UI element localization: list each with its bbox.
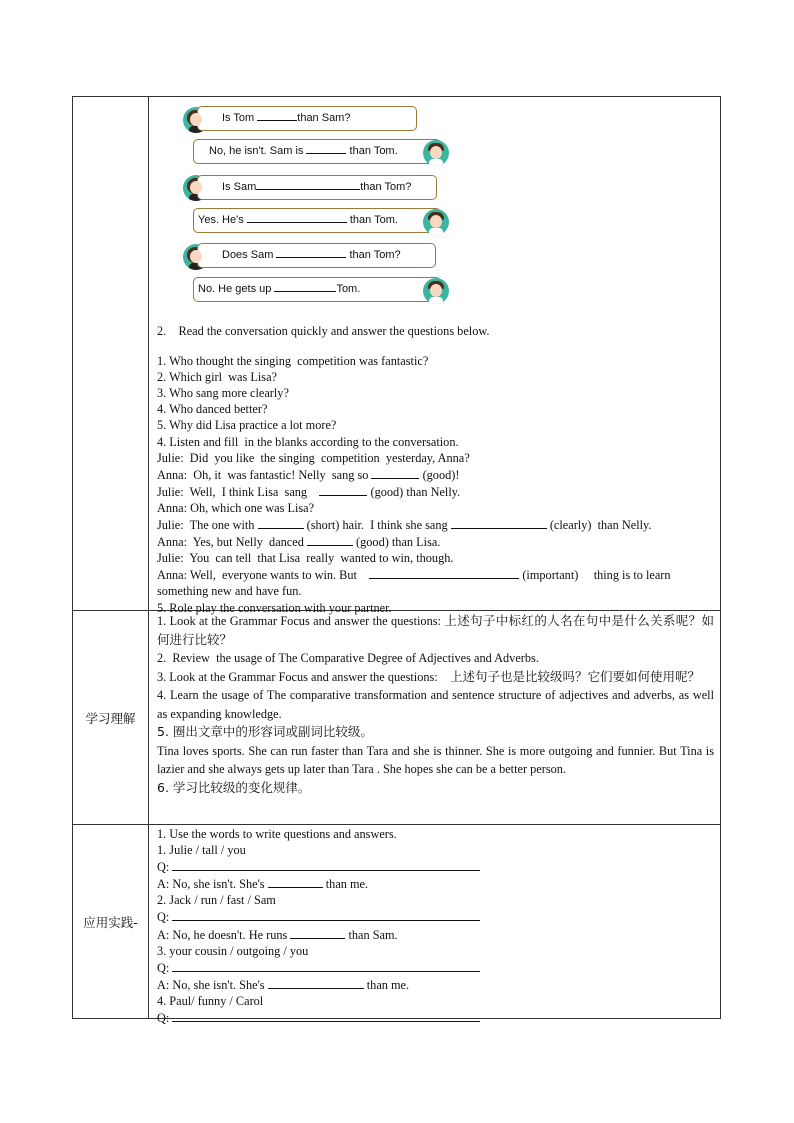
bubble-text: Does Sam: [222, 249, 274, 261]
answer-blank[interactable]: [172, 1009, 480, 1022]
bubble-text: than Tom?: [349, 249, 401, 261]
line-text: Anna: Oh, it was fantastic! Nelly sang so: [157, 467, 369, 482]
line-text: than Sam.: [348, 927, 398, 942]
task-item: 6. 学习比较级的变化规律。: [157, 779, 311, 795]
question: 1. Who thought the singing competition was fantastic?: [157, 354, 429, 369]
row-label: 应用实践-: [73, 825, 149, 1018]
speech-bubble: [197, 243, 436, 268]
answer-line: [157, 875, 714, 892]
task-item: [157, 668, 714, 687]
line-text: than me.: [325, 877, 369, 892]
question: 4. Who danced better?: [157, 402, 268, 417]
blank[interactable]: [307, 533, 353, 546]
item-text: 1. Look at the Grammar Focus and answer the questions:: [157, 614, 441, 628]
bubble-text: Tom.: [336, 283, 361, 295]
bubble-text: than Sam?: [297, 112, 351, 124]
answer-blank[interactable]: [172, 858, 480, 871]
conversation-line: something new and have fun.: [157, 584, 302, 599]
blank[interactable]: [256, 177, 360, 190]
task-item: [157, 612, 714, 649]
line-text: Anna: Well, everyone wants to win. But: [157, 568, 357, 583]
line-text: Julie: Well, I think Lisa sang: [157, 484, 308, 499]
q-label: Q:: [157, 1011, 170, 1026]
q-label: Q:: [157, 960, 170, 975]
conversation-line: Julie: Did you like the singing competition yesterday, Anna?: [157, 450, 470, 465]
answer-line: [157, 926, 714, 943]
answer-blank[interactable]: [172, 908, 480, 921]
speech-bubble: [193, 277, 441, 302]
speech-bubble: [193, 139, 441, 164]
understanding-cell: [149, 611, 720, 824]
blank[interactable]: [319, 483, 367, 496]
boy-avatar-icon: [423, 278, 449, 304]
bubble-text: No, he isn't. Sam is: [209, 145, 304, 157]
conversation-line: [157, 566, 714, 583]
task-heading: 5. Role play the conversation with your partner.: [157, 600, 392, 615]
reading-section: [157, 323, 714, 616]
blank[interactable]: [274, 279, 336, 292]
blank[interactable]: [247, 210, 347, 223]
line-text: than me.: [366, 977, 410, 992]
bubble-text: Is Sam: [222, 181, 257, 193]
question-line: [157, 959, 714, 976]
line-text: (good)!: [422, 467, 460, 482]
row-label: [73, 97, 149, 610]
line-text: Anna: Yes, but Nelly danced: [157, 535, 304, 550]
row-practice: [73, 97, 720, 615]
question: 5. Why did Lisa practice a lot more?: [157, 418, 337, 433]
line-text: (good) than Lisa.: [356, 535, 441, 550]
conversation-line: [157, 533, 714, 550]
conversation-line: [157, 466, 714, 483]
line-text: A: No, she isn't. She's: [157, 977, 265, 992]
prompt: 3. your cousin / outgoing / you: [157, 943, 309, 958]
blank[interactable]: [369, 566, 519, 579]
blank[interactable]: [268, 976, 364, 989]
bubble-text: Yes. He's: [198, 214, 244, 226]
blank[interactable]: [451, 516, 547, 529]
bubble-text: than Tom.: [349, 145, 398, 157]
prompt: 2. Jack / run / fast / Sam: [157, 893, 276, 908]
boy-avatar-icon: [423, 140, 449, 166]
bubble-text: than Tom.: [349, 214, 398, 226]
reading-passage: Tina loves sports. She can run faster than Tara and she is thinner. She is more outgoing and funnier. But Tina is lazier and she always gets up later than Tara . She hopes she can be a better person.: [157, 743, 714, 776]
question: 3. Who sang more clearly?: [157, 386, 289, 401]
line-text: (good) than Nelly.: [370, 484, 461, 499]
q-label: Q:: [157, 910, 170, 925]
speech-bubble: [197, 106, 417, 131]
bubble-text: No. He gets up: [198, 283, 272, 295]
bubble-text: than Tom?: [360, 181, 412, 193]
blank[interactable]: [306, 141, 346, 154]
blank[interactable]: [371, 466, 419, 479]
item-text-cn: 上述句子也是比较级吗？它们要如何使用呢？: [450, 668, 701, 684]
question: 2. Which girl was Lisa?: [157, 370, 277, 385]
speech-bubble: [193, 208, 441, 233]
application-cell: [149, 825, 720, 1026]
answer-line: [157, 976, 714, 993]
row-understanding: [73, 611, 720, 825]
line-text: A: No, she isn't. She's: [157, 877, 265, 892]
blank[interactable]: [257, 108, 297, 121]
boy-avatar-icon: [423, 209, 449, 235]
question-line: [157, 908, 714, 925]
item-text-cn: 上述句子中标红的人名在句中是什么关系呢？如何进行比较？: [157, 613, 714, 647]
conversation-line: Anna: Oh, which one was Lisa?: [157, 500, 315, 515]
task-heading: 2. Read the conversation quickly and answer the questions below.: [157, 324, 490, 338]
task-heading: 1. Use the words to write questions and answers.: [157, 827, 397, 841]
conversation-line: Julie: You can tell that Lisa really wanted to win, though.: [157, 551, 454, 566]
speech-bubble: [197, 175, 437, 200]
item-text: 3. Look at the Grammar Focus and answer the questions:: [157, 669, 438, 684]
practice-cell: [149, 97, 720, 615]
answer-blank[interactable]: [172, 959, 480, 972]
blank[interactable]: [258, 516, 304, 529]
row-label: 学习理解: [73, 611, 149, 824]
line-text: (clearly) than Nelly.: [549, 518, 652, 533]
conversation-line: [157, 483, 714, 500]
conversation-line: [157, 516, 714, 533]
line-text: Julie: The one with: [157, 518, 255, 533]
prompt: 1. Julie / tall / you: [157, 843, 246, 858]
blank[interactable]: [276, 245, 346, 258]
line-text: (short) hair. I think she sang: [306, 518, 448, 533]
row-application: [73, 825, 720, 1026]
lesson-table: [72, 96, 721, 1026]
line-text: (important) thing is to learn: [522, 568, 671, 583]
line-text: A: No, he doesn't. He runs: [157, 927, 288, 942]
blank[interactable]: [290, 926, 345, 939]
question-line: [157, 858, 714, 875]
task-item: 2. Review the usage of The Comparative Degree of Adjectives and Adverbs.: [157, 651, 539, 665]
question-line: [157, 1009, 714, 1026]
task-heading: 4. Listen and fill in the blanks according to the conversation.: [157, 434, 459, 449]
task-item: 4. Learn the usage of The comparative transformation and sentence structure of adjectives and adverbs, as well as expanding knowledge.: [157, 688, 714, 721]
bubble-text: Is Tom: [222, 112, 255, 124]
q-label: Q:: [157, 860, 170, 875]
blank[interactable]: [268, 875, 323, 888]
prompt: 4. Paul/ funny / Carol: [157, 993, 264, 1008]
task-item: 5. 圈出文章中的形容词或副词比较级。: [157, 724, 373, 739]
